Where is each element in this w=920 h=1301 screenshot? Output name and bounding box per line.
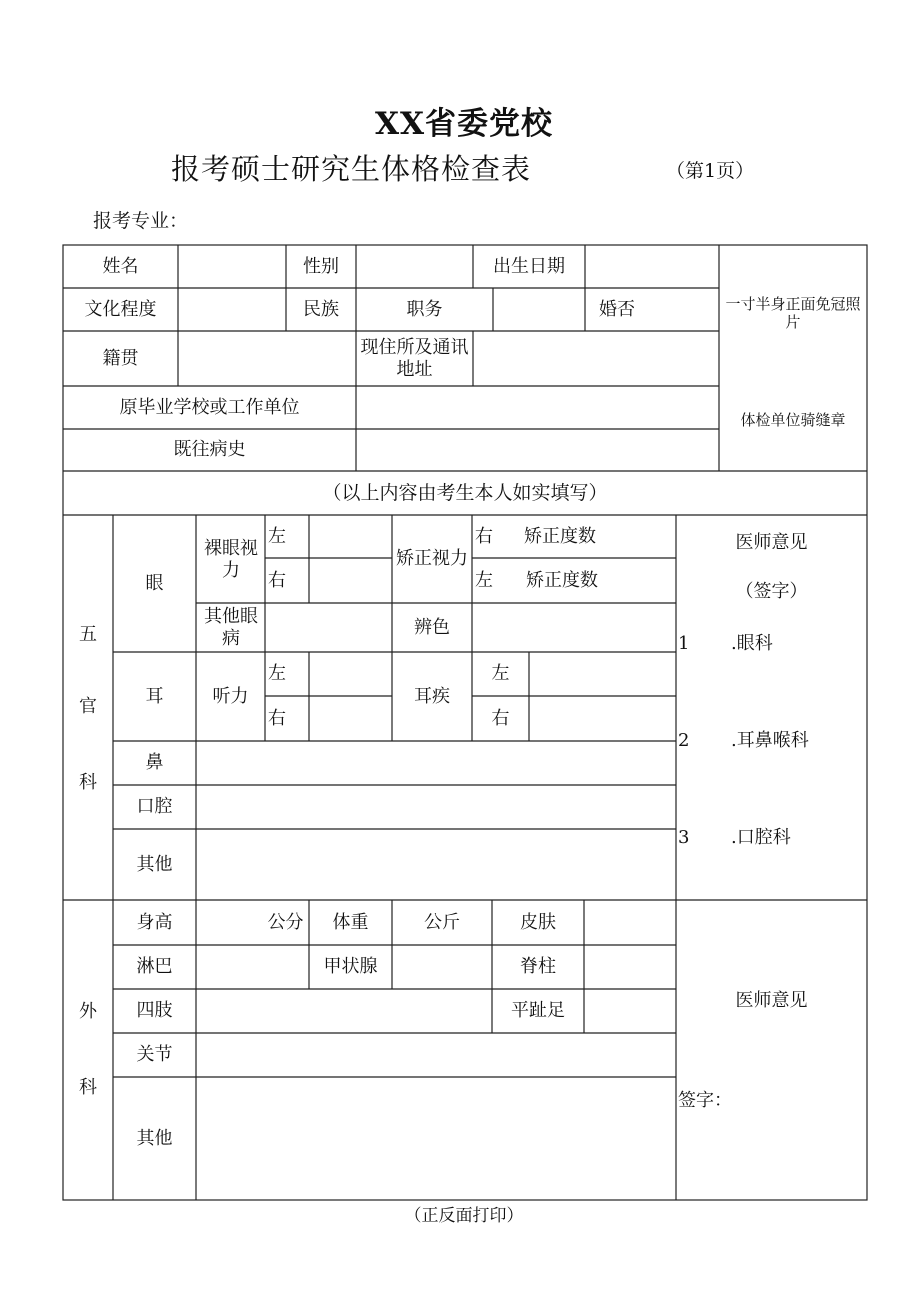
- school-label: 原毕业学校或工作单位: [119, 396, 300, 418]
- corrected-left-degree-label: 矫正度数: [526, 569, 598, 591]
- naked-right-label: 右: [268, 569, 286, 591]
- name-field[interactable]: [178, 245, 286, 288]
- ear-label: 耳: [145, 685, 164, 707]
- joints-label: 关节: [136, 1044, 173, 1066]
- birth-field[interactable]: [585, 245, 719, 288]
- section-label-guan: 官: [79, 696, 97, 718]
- ear-disease-left-field[interactable]: [529, 652, 676, 696]
- height-unit: 公分: [267, 911, 304, 933]
- ear-disease-label: 耳疾: [414, 685, 450, 707]
- limbs-field[interactable]: [196, 989, 492, 1033]
- photo-placeholder: 一寸半身正面免冠照片: [725, 295, 861, 331]
- other-eye-label: 其他眼病: [204, 605, 258, 649]
- skin-label: 皮肤: [520, 911, 556, 933]
- corrected-vision-label: 矫正视力: [396, 548, 468, 570]
- hearing-right-field[interactable]: [309, 696, 392, 741]
- lymph-field[interactable]: [196, 945, 309, 989]
- position-label: 职务: [406, 298, 443, 320]
- section-label-waike-ke: 科: [79, 1077, 97, 1099]
- hearing-left-label: 左: [268, 663, 286, 685]
- other-waike-label: 其他: [136, 1127, 173, 1149]
- hearing-left-field[interactable]: [309, 652, 392, 696]
- corrected-right-label: 右: [475, 525, 493, 547]
- thyroid-field[interactable]: [392, 945, 492, 989]
- hearing-label: 听力: [212, 685, 249, 707]
- spine-label: 脊柱: [520, 956, 556, 978]
- waike-sign-label: 签字：: [678, 1090, 732, 1112]
- naked-left-label: 左: [268, 525, 286, 547]
- history-field[interactable]: [356, 429, 719, 471]
- weight-unit: 公斤: [424, 911, 460, 933]
- ear-disease-right-field[interactable]: [529, 696, 676, 741]
- flatfoot-field[interactable]: [584, 989, 676, 1033]
- education-label: 文化程度: [84, 298, 157, 320]
- limbs-label: 四肢: [136, 1000, 173, 1022]
- other-eye-field[interactable]: [265, 603, 392, 652]
- height-label: 身高: [136, 911, 173, 933]
- dept-3-name: .口腔科: [731, 827, 791, 849]
- spine-field[interactable]: [584, 945, 676, 989]
- lymph-label: 淋巴: [136, 956, 173, 978]
- ethnic-label: 民族: [303, 298, 339, 320]
- joints-field[interactable]: [196, 1033, 676, 1077]
- flatfoot-label: 平趾足: [511, 1000, 565, 1022]
- seal-label: 体检单位骑缝章: [740, 411, 846, 429]
- mouth-label: 口腔: [136, 796, 173, 818]
- eye-label: 眼: [145, 572, 164, 594]
- school-field[interactable]: [356, 386, 719, 429]
- nose-label: 鼻: [145, 752, 164, 774]
- major-label: 报考专业：: [93, 210, 189, 232]
- print-note: （正反面打印）: [404, 1206, 524, 1226]
- education-field[interactable]: [178, 288, 286, 331]
- other-wuguan-field[interactable]: [196, 829, 676, 900]
- mouth-field[interactable]: [196, 785, 676, 829]
- document-title: XX省委党校: [374, 106, 554, 142]
- position-field[interactable]: [493, 288, 585, 331]
- dept-1-number: 1: [678, 633, 690, 655]
- ear-disease-right-label: 右: [491, 707, 510, 729]
- dept-1-name: .眼科: [731, 633, 773, 655]
- fill-note: （以上内容由考生本人如实填写）: [322, 481, 608, 504]
- gender-label: 性别: [303, 255, 339, 277]
- marital-label: 婚否: [599, 298, 635, 320]
- corrected-left-label: 左: [475, 569, 493, 591]
- section-label-ke: 科: [79, 772, 97, 794]
- color-label: 辨色: [414, 616, 450, 638]
- dept-3-number: 3: [678, 827, 690, 849]
- form-title: 报考硕士研究生体格检查表: [171, 152, 532, 186]
- color-field[interactable]: [472, 603, 676, 652]
- gender-field[interactable]: [356, 245, 473, 288]
- other-wuguan-label: 其他: [136, 853, 173, 875]
- birth-label: 出生日期: [493, 255, 565, 277]
- naked-right-field[interactable]: [309, 558, 392, 603]
- address-field[interactable]: [473, 331, 719, 386]
- naked-vision-label: 裸眼视力: [204, 538, 258, 581]
- dept-2-name: .耳鼻喉科: [731, 730, 809, 752]
- corrected-right-degree-label: 矫正度数: [524, 525, 596, 547]
- wuguan-opinion-label: 医师意见: [735, 532, 808, 554]
- height-field[interactable]: [196, 900, 262, 945]
- weight-label: 体重: [332, 911, 369, 933]
- dept-2-number: 2: [678, 730, 690, 752]
- ear-disease-left-label: 左: [491, 663, 510, 685]
- section-label-wu: 五: [79, 624, 97, 646]
- name-label: 姓名: [102, 255, 139, 277]
- thyroid-label: 甲状腺: [323, 956, 378, 978]
- wuguan-sign-label: （签字）: [735, 581, 808, 603]
- skin-field[interactable]: [584, 900, 676, 945]
- nose-field[interactable]: [196, 741, 676, 785]
- native-field[interactable]: [178, 331, 356, 386]
- history-label: 既往病史: [173, 439, 246, 461]
- naked-left-field[interactable]: [309, 515, 392, 558]
- other-waike-field[interactable]: [196, 1077, 676, 1200]
- section-label-wai: 外: [79, 1001, 97, 1023]
- page-number: （第1页）: [666, 160, 755, 182]
- hearing-right-label: 右: [268, 707, 286, 729]
- address-label: 现住所及通讯地址: [360, 336, 469, 380]
- waike-opinion-label: 医师意见: [735, 990, 808, 1012]
- native-label: 籍贯: [102, 347, 139, 369]
